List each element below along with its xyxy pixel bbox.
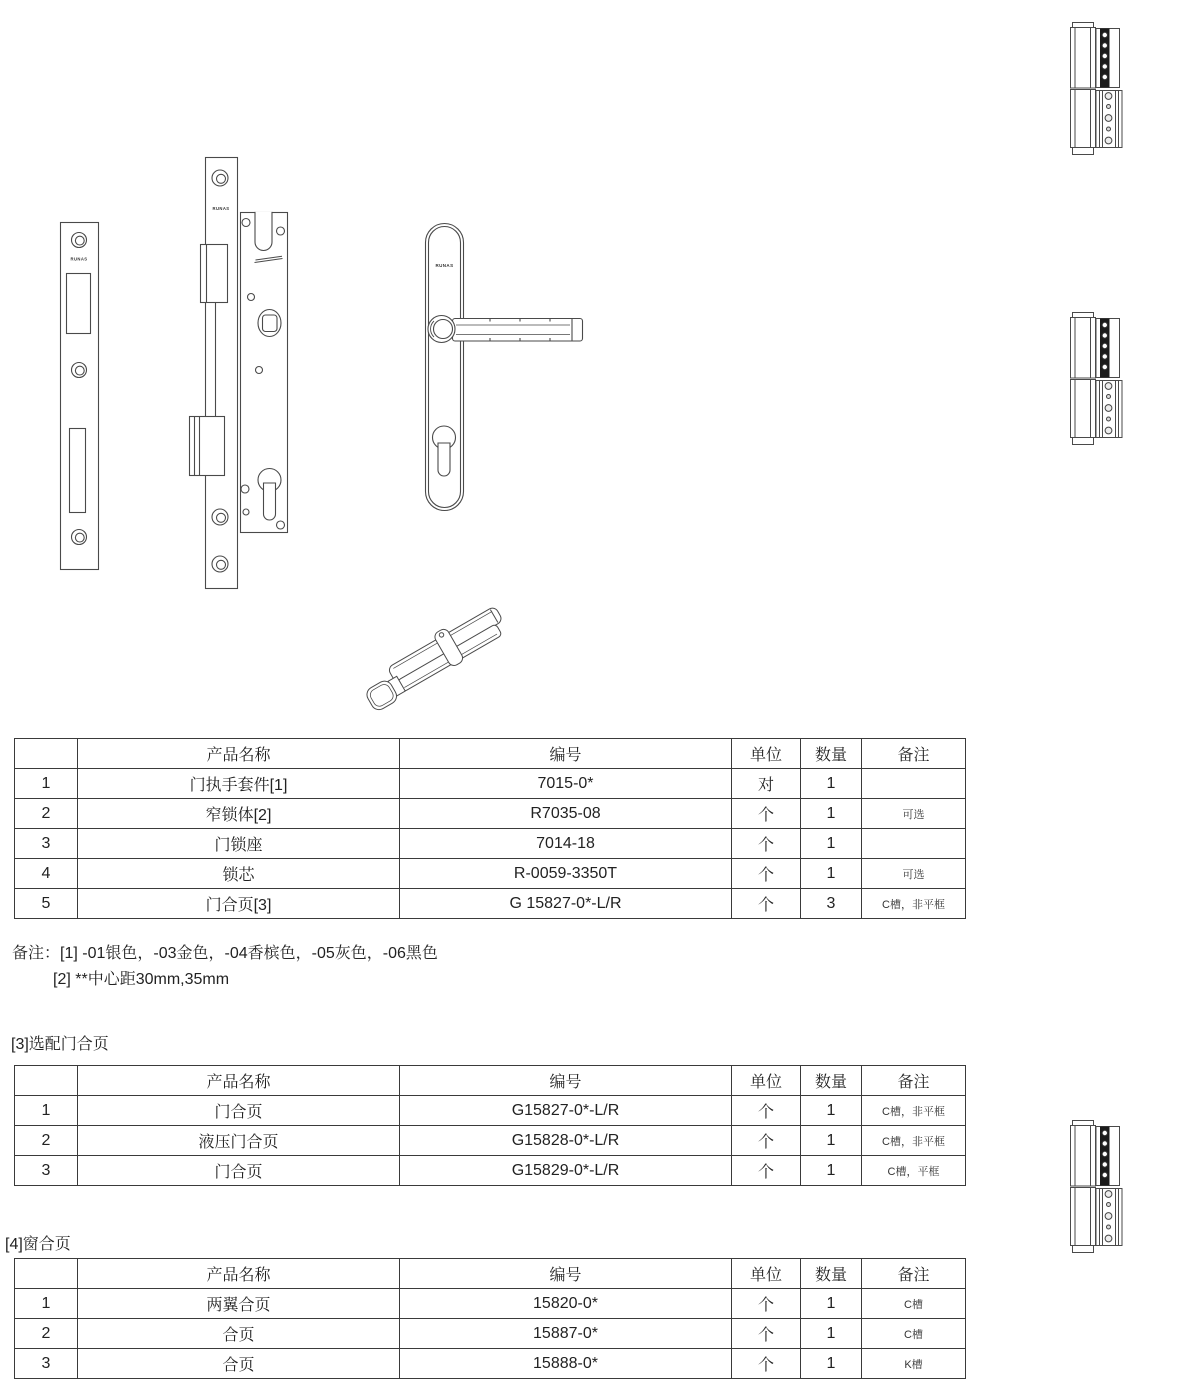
door-hinge-drawing bbox=[1068, 312, 1125, 445]
col-blank bbox=[15, 1259, 78, 1289]
table-row bbox=[15, 1096, 966, 1126]
product-name: 合页 bbox=[78, 1319, 400, 1349]
product-name: 门执手套件[1] bbox=[78, 769, 400, 799]
table-row bbox=[15, 799, 966, 829]
col-code: 编号 bbox=[400, 1066, 732, 1096]
table-row bbox=[15, 1319, 966, 1349]
note-line-1 bbox=[12, 941, 438, 967]
row-no: 2 bbox=[15, 1126, 78, 1156]
row-no: 3 bbox=[15, 1156, 78, 1186]
col-code: 编号 bbox=[400, 1259, 732, 1289]
door-hinge-section-title: [3]选配门合页 bbox=[11, 1036, 109, 1053]
col-qty: 数量 bbox=[801, 1066, 862, 1096]
remark bbox=[862, 829, 966, 859]
product-name: 两翼合页 bbox=[78, 1289, 400, 1319]
door-hinge-table bbox=[14, 1065, 966, 1186]
table-row bbox=[15, 1289, 966, 1319]
unit: 个 bbox=[732, 859, 801, 889]
table-row bbox=[15, 1126, 966, 1156]
product-code: G15828-0*-L/R bbox=[400, 1126, 732, 1156]
product-code: G15829-0*-L/R bbox=[400, 1156, 732, 1186]
table-row bbox=[15, 829, 966, 859]
row-no: 1 bbox=[15, 1289, 78, 1319]
table-header-row bbox=[15, 1066, 966, 1096]
qty: 1 bbox=[801, 1096, 862, 1126]
unit: 个 bbox=[732, 1289, 801, 1319]
remark: C槽，非平框 bbox=[862, 1096, 966, 1126]
product-code: R7035-08 bbox=[400, 799, 732, 829]
unit: 个 bbox=[732, 829, 801, 859]
remark: C槽 bbox=[862, 1319, 966, 1349]
note-line-2 bbox=[12, 967, 438, 993]
col-product-name: 产品名称 bbox=[78, 739, 400, 769]
remark bbox=[862, 769, 966, 799]
table-header-row bbox=[15, 1259, 966, 1289]
table-row bbox=[15, 769, 966, 799]
qty: 1 bbox=[801, 1156, 862, 1186]
qty: 1 bbox=[801, 1319, 862, 1349]
remark: C槽 bbox=[862, 1289, 966, 1319]
product-name: 门合页[3] bbox=[78, 889, 400, 919]
col-unit: 单位 bbox=[732, 1259, 801, 1289]
lock-body-drawing bbox=[183, 153, 295, 603]
main-parts-table bbox=[14, 738, 966, 919]
col-blank bbox=[15, 739, 78, 769]
product-name: 窄锁体[2] bbox=[78, 799, 400, 829]
row-no: 1 bbox=[15, 1096, 78, 1126]
notes-block bbox=[12, 941, 438, 993]
col-blank bbox=[15, 1066, 78, 1096]
col-unit: 单位 bbox=[732, 739, 801, 769]
row-no: 2 bbox=[15, 1319, 78, 1349]
col-code: 编号 bbox=[400, 739, 732, 769]
unit: 个 bbox=[732, 1319, 801, 1349]
col-product-name: 产品名称 bbox=[78, 1066, 400, 1096]
product-name: 锁芯 bbox=[78, 859, 400, 889]
row-no: 2 bbox=[15, 799, 78, 829]
strike-plate-drawing bbox=[55, 218, 103, 574]
row-no: 3 bbox=[15, 829, 78, 859]
col-remark: 备注 bbox=[862, 1066, 966, 1096]
remark: C槽，非平框 bbox=[862, 889, 966, 919]
brand-logo: RUNAS bbox=[212, 206, 230, 211]
product-name: 合页 bbox=[78, 1349, 400, 1379]
product-name: 液压门合页 bbox=[78, 1126, 400, 1156]
brand-logo: RUNAS bbox=[435, 263, 454, 268]
product-code: G 15827-0*-L/R bbox=[400, 889, 732, 919]
qty: 3 bbox=[801, 889, 862, 919]
qty: 1 bbox=[801, 1349, 862, 1379]
table-row bbox=[15, 1156, 966, 1186]
window-hinge-section-title: [4]窗合页 bbox=[5, 1236, 71, 1253]
product-name: 门锁座 bbox=[78, 829, 400, 859]
door-hinge-drawing bbox=[1068, 22, 1125, 155]
col-product-name: 产品名称 bbox=[78, 1259, 400, 1289]
table-header-row bbox=[15, 739, 966, 769]
remark: K槽 bbox=[862, 1349, 966, 1379]
row-no: 1 bbox=[15, 769, 78, 799]
qty: 1 bbox=[801, 1289, 862, 1319]
note-text-2: [2] **中心距30mm,35mm bbox=[53, 971, 230, 988]
unit: 个 bbox=[732, 799, 801, 829]
col-qty: 数量 bbox=[801, 1259, 862, 1289]
qty: 1 bbox=[801, 799, 862, 829]
product-name: 门合页 bbox=[78, 1156, 400, 1186]
unit: 个 bbox=[732, 1156, 801, 1186]
table-row bbox=[15, 889, 966, 919]
unit: 个 bbox=[732, 1096, 801, 1126]
remark: C槽，非平框 bbox=[862, 1126, 966, 1156]
note-text-1: [1] -01银色，-03金色，-04香槟色，-05灰色，-06黑色 bbox=[60, 945, 438, 962]
qty: 1 bbox=[801, 829, 862, 859]
brand-logo: RUNAS bbox=[70, 256, 88, 262]
unit: 个 bbox=[732, 1349, 801, 1379]
row-no: 4 bbox=[15, 859, 78, 889]
col-remark: 备注 bbox=[862, 739, 966, 769]
product-name: 门合页 bbox=[78, 1096, 400, 1126]
note-label: 备注： bbox=[12, 945, 61, 962]
col-unit: 单位 bbox=[732, 1066, 801, 1096]
row-no: 5 bbox=[15, 889, 78, 919]
col-remark: 备注 bbox=[862, 1259, 966, 1289]
table-row bbox=[15, 1349, 966, 1379]
product-code: 15888-0* bbox=[400, 1349, 732, 1379]
table-row bbox=[15, 859, 966, 889]
handle-set-drawing bbox=[420, 215, 590, 515]
cylinder-drawing bbox=[362, 598, 514, 713]
unit: 个 bbox=[732, 889, 801, 919]
product-code: G15827-0*-L/R bbox=[400, 1096, 732, 1126]
remark: 可选 bbox=[862, 859, 966, 889]
product-code: R-0059-3350T bbox=[400, 859, 732, 889]
row-no: 3 bbox=[15, 1349, 78, 1379]
unit: 个 bbox=[732, 1126, 801, 1156]
product-code: 7014-18 bbox=[400, 829, 732, 859]
product-code: 15887-0* bbox=[400, 1319, 732, 1349]
remark: 可选 bbox=[862, 799, 966, 829]
product-code: 7015-0* bbox=[400, 769, 732, 799]
col-qty: 数量 bbox=[801, 739, 862, 769]
product-code: 15820-0* bbox=[400, 1289, 732, 1319]
qty: 1 bbox=[801, 769, 862, 799]
unit: 对 bbox=[732, 769, 801, 799]
remark: C槽，平框 bbox=[862, 1156, 966, 1186]
qty: 1 bbox=[801, 859, 862, 889]
window-hinge-drawing bbox=[1068, 1120, 1125, 1253]
window-hinge-table bbox=[14, 1258, 966, 1379]
qty: 1 bbox=[801, 1126, 862, 1156]
